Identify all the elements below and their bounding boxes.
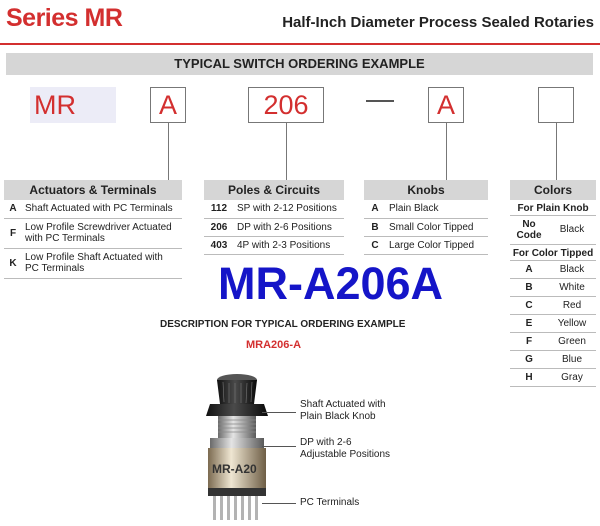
callout-terminals: PC Terminals: [300, 497, 360, 508]
row-text: Low Profile Screwdriver Actuated with PC Terminals: [22, 218, 182, 248]
row-code: C: [364, 236, 386, 254]
row-text: SP with 2-12 Positions: [234, 200, 344, 218]
row-code: F: [4, 218, 22, 248]
callout1-line: [262, 412, 296, 413]
poles-group: [204, 180, 344, 255]
plain-color-table: [510, 216, 596, 245]
row-text: Low Profile Shaft Actuated with PC Terminals: [22, 248, 182, 278]
row-code: C: [510, 297, 548, 315]
actuator-code-box: A: [150, 87, 186, 123]
description-title: DESCRIPTION FOR TYPICAL ORDERING EXAMPLE: [160, 319, 406, 330]
row-text: Small Color Tipped: [386, 218, 488, 236]
row-code: 403: [204, 236, 234, 254]
table-row: [510, 333, 596, 351]
row-code: K: [4, 248, 22, 278]
colors-title: Colors: [510, 180, 596, 200]
row-text: DP with 2-6 Positions: [234, 218, 344, 236]
row-text: Shaft Actuated with PC Terminals: [22, 200, 182, 218]
knobs-table: [364, 200, 488, 255]
poles-code-box: 206: [248, 87, 324, 123]
table-row: [510, 279, 596, 297]
actuators-group: [4, 180, 182, 279]
actuator-connector: [168, 123, 169, 180]
row-code: A: [510, 261, 548, 279]
actuators-table: [4, 200, 182, 279]
callout2-line: [262, 446, 296, 447]
header-rule: [0, 43, 600, 45]
knob-connector: [446, 123, 447, 180]
code-dash: [366, 100, 394, 102]
table-row: [4, 248, 182, 278]
table-row: [364, 218, 488, 236]
table-row: [510, 216, 596, 244]
row-text: Large Color Tipped: [386, 236, 488, 254]
table-row: [4, 200, 182, 218]
table-row: [204, 236, 344, 254]
row-code: No Code: [510, 216, 548, 244]
row-text: Yellow: [548, 315, 596, 333]
series-title: Series MR: [6, 4, 123, 32]
knobs-title: Knobs: [364, 180, 488, 200]
row-code: F: [510, 333, 548, 351]
row-code: 206: [204, 218, 234, 236]
row-code: E: [510, 315, 548, 333]
table-row: [510, 369, 596, 387]
table-row: [510, 315, 596, 333]
row-code: H: [510, 369, 548, 387]
color-connector: [556, 123, 557, 180]
poles-table: [204, 200, 344, 255]
row-code: 112: [204, 200, 234, 218]
knob-code-box: A: [428, 87, 464, 123]
page-subtitle: Half-Inch Diameter Process Sealed Rotaries: [282, 14, 594, 31]
colors-group: [510, 180, 596, 387]
callout3-line: [262, 503, 296, 504]
table-row: [364, 200, 488, 218]
knobs-group: [364, 180, 488, 255]
example-band-title: TYPICAL SWITCH ORDERING EXAMPLE: [174, 56, 425, 71]
table-row: [510, 297, 596, 315]
switch-body-print: MR-A20: [212, 462, 257, 476]
callout-positions: DP with 2-6 Adjustable Positions: [300, 437, 391, 460]
table-row: [204, 200, 344, 218]
row-text: Red: [548, 297, 596, 315]
row-text: 4P with 2-3 Positions: [234, 236, 344, 254]
big-order-code: MR-A206A: [218, 258, 444, 309]
poles-title: Poles & Circuits: [204, 180, 344, 200]
table-row: [510, 351, 596, 369]
code-prefix: MR: [30, 87, 116, 123]
row-code: A: [364, 200, 386, 218]
row-code: B: [510, 279, 548, 297]
row-text: Gray: [548, 369, 596, 387]
row-code: A: [4, 200, 22, 218]
tipped-subtitle: For Color Tipped: [510, 245, 596, 261]
row-text: Plain Black: [386, 200, 488, 218]
table-row: [364, 236, 488, 254]
description-code: MRA206-A: [246, 339, 302, 351]
row-code: G: [510, 351, 548, 369]
color-code-box: [538, 87, 574, 123]
actuators-title: Actuators & Terminals: [4, 180, 182, 200]
table-row: [510, 261, 596, 279]
table-row: [4, 218, 182, 248]
plain-knob-subtitle: For Plain Knob: [510, 200, 596, 216]
table-row: [204, 218, 344, 236]
callout-knob: Shaft Actuated with Plain Black Knob: [300, 399, 386, 422]
row-text: White: [548, 279, 596, 297]
tipped-color-table: [510, 261, 596, 388]
row-text: Green: [548, 333, 596, 351]
poles-connector: [286, 123, 287, 180]
row-code: B: [364, 218, 386, 236]
rotary-switch-illustration: [196, 360, 278, 522]
row-text: Blue: [548, 351, 596, 369]
row-text: Black: [548, 261, 596, 279]
row-text: Black: [548, 216, 596, 244]
